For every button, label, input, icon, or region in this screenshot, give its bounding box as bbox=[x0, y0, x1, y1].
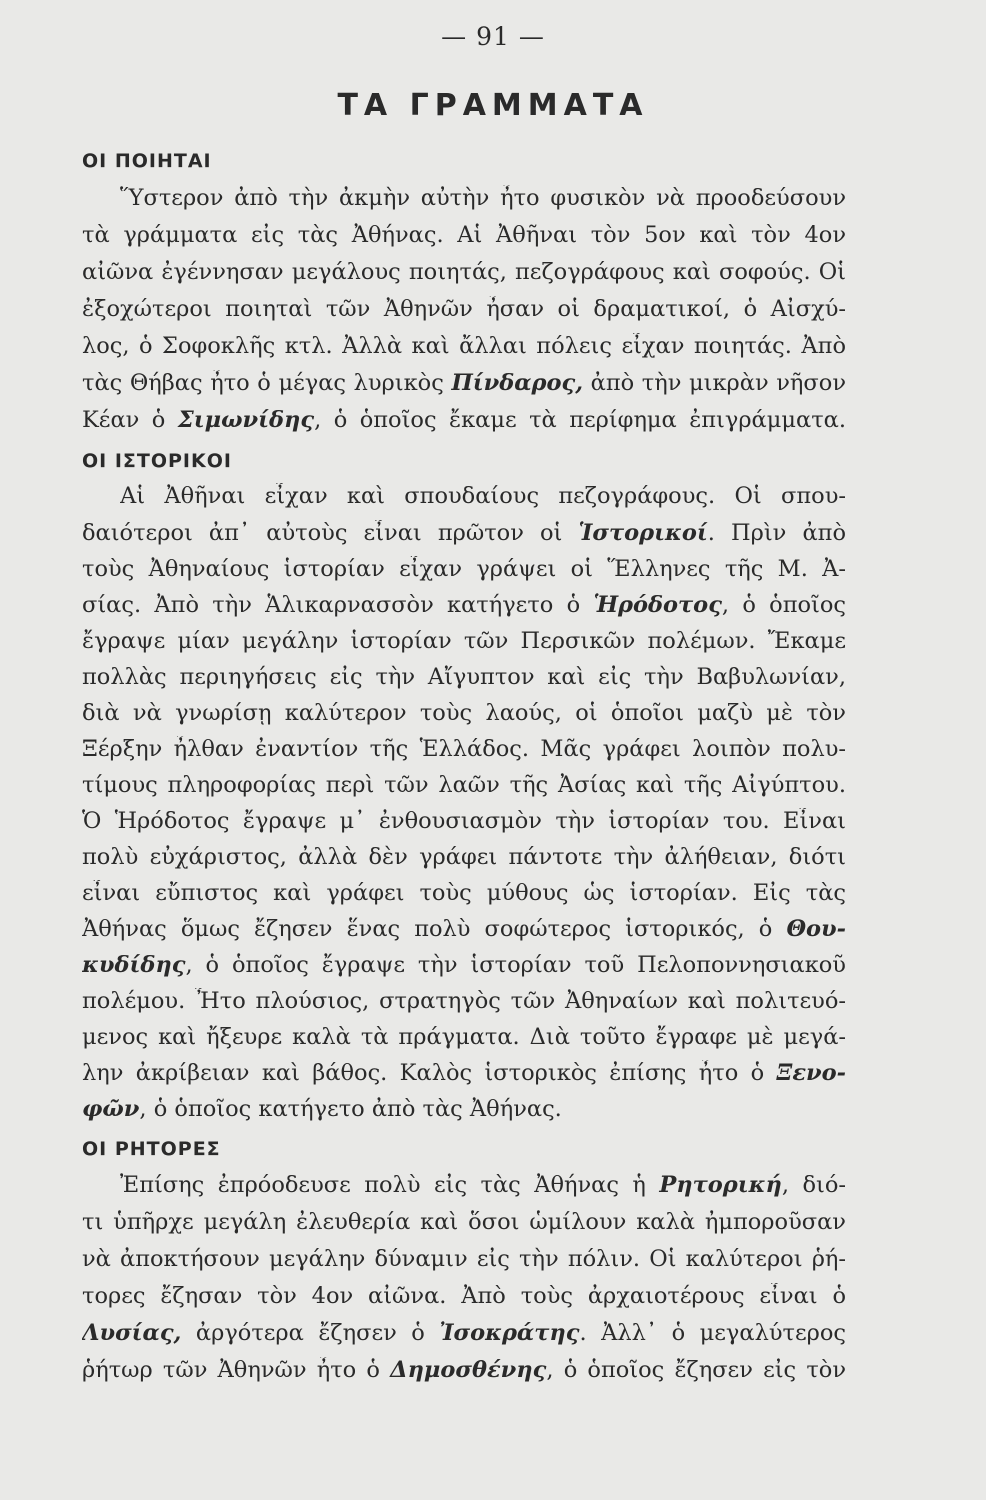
text-line: αἰῶνα ἐγέννησαν μεγάλους ποιητάς, πεζογράφους καὶ σοφούς. Οἱ bbox=[82, 259, 846, 285]
name-xenophon-part1: Ξενο- bbox=[776, 1060, 846, 1086]
name-isokrates: Ἰσοκράτης bbox=[439, 1320, 580, 1346]
section-heading-historians: ΟΙ ΙΣΤΟΡΙΚΟΙ bbox=[82, 450, 232, 472]
text-line: ῥήτωρ τῶν Ἀθηνῶν ἦτο ὁ Δημοσθένης, ὁ ὁποῖος ἔζησεν εἰς τὸν bbox=[82, 1357, 846, 1383]
name-pindaros: Πίνδαρος, bbox=[451, 370, 584, 396]
text-line: εἶναι εὔπιστος καὶ γράφει τοὺς μύθους ὡς ἱστορίαν. Εἰς τὰς bbox=[82, 880, 846, 906]
text-line: τίμους πληροφορίας περὶ τῶν λαῶν τῆς Ἀσίας καὶ τῆς Αἰγύπτου. bbox=[82, 772, 846, 798]
term-rhetoric: Ρητορική bbox=[659, 1172, 782, 1198]
section-heading-orators: ΟΙ ΡΗΤΟΡΕΣ bbox=[82, 1138, 221, 1160]
page-number: — 91 — bbox=[441, 22, 545, 51]
text-line: τὰς Θήβας ἦτο ὁ μέγας λυρικὸς Πίνδαρος, ἀπὸ τὴν μικρὰν νῆσον bbox=[82, 370, 846, 396]
name-lysias: Λυσίας, bbox=[82, 1320, 182, 1346]
text-line: νὰ ἀποκτήσουν μεγάλην δύναμιν εἰς τὴν πόλιν. Οἱ καλύτεροι ῥή- bbox=[82, 1246, 846, 1272]
text-line: λος, ὁ Σοφοκλῆς κτλ. Ἀλλὰ καὶ ἄλλαι πόλεις εἶχαν ποιητάς. Ἀπὸ bbox=[82, 333, 846, 359]
text-line: φῶν, ὁ ὁποῖος κατήγετο ἀπὸ τὰς Ἀθήνας. bbox=[82, 1096, 562, 1122]
text-line: σίας. Ἀπὸ τὴν Ἁλικαρνασσὸν κατήγετο ὁ Ἡρόδοτος, ὁ ὁποῖος bbox=[82, 592, 846, 618]
text-line: τὰ γράμματα εἰς τὰς Ἀθήνας. Αἱ Ἀθῆναι τὸν 5ον καὶ τὸν 4ον bbox=[82, 222, 846, 248]
name-thoukydides-part1: Θου- bbox=[786, 916, 846, 942]
term-historians: Ἱστορικοί bbox=[578, 520, 708, 546]
text-line: μενος καὶ ἤξευρε καλὰ τὰ πράγματα. Διὰ τοῦτο ἔγραφε μὲ μεγά- bbox=[82, 1024, 846, 1050]
text-line: ἔγραψε μίαν μεγάλην ἱστορίαν τῶν Περσικῶν πολέμων. Ἔκαμε bbox=[82, 628, 846, 654]
chapter-title: ΤΑ ΓΡΑΜΜΑΤΑ bbox=[337, 88, 649, 123]
text-line: πολέμου. Ἦτο πλούσιος, στρατηγὸς τῶν Ἀθηναίων καὶ πολιτευό- bbox=[82, 988, 846, 1014]
name-thoukydides-part2: κυδίδης bbox=[82, 952, 186, 978]
text-line: Αἱ Ἀθῆναι εἶχαν καὶ σπουδαίους πεζογράφους. Οἱ σπου- bbox=[120, 483, 846, 509]
text-line: ἐξοχώτεροι ποιηταὶ τῶν Ἀθηνῶν ἦσαν οἱ δραματικοί, ὁ Αἰσχύ- bbox=[82, 296, 846, 322]
name-xenophon-part2: φῶν bbox=[82, 1096, 140, 1122]
section-heading-poets: ΟΙ ΠΟΙΗΤΑΙ bbox=[82, 150, 212, 172]
text-line: Ὁ Ἡρόδοτος ἔγραψε μ᾽ ἐνθουσιασμὸν τὴν ἱστορίαν του. Εἶναι bbox=[82, 808, 846, 834]
text-line: τορες ἔζησαν τὸν 4ον αἰῶνα. Ἀπὸ τοὺς ἀρχαιοτέρους εἶναι ὁ bbox=[82, 1283, 846, 1309]
text-line: πολὺ εὐχάριστος, ἀλλὰ δὲν γράφει πάντοτε τὴν ἀλήθειαν, διότι bbox=[82, 844, 846, 870]
text-line: Λυσίας, ἀργότερα ἔζησεν ὁ Ἰσοκράτης. Ἀλλ᾽ ὁ μεγαλύτερος bbox=[82, 1320, 846, 1346]
text-line: Ἀθήνας ὅμως ἔζησεν ἕνας πολὺ σοφώτερος ἱστορικός, ὁ Θου- bbox=[82, 916, 846, 942]
name-herodotos: Ἡρόδοτος bbox=[593, 592, 722, 618]
text-line: δαιότεροι ἀπ᾽ αὐτοὺς εἶναι πρῶτον οἱ Ἱστορικοί. Πρὶν ἀπὸ bbox=[82, 520, 846, 546]
text-line: Κέαν ὁ Σιμωνίδης, ὁ ὁποῖος ἔκαμε τὰ περίφημα ἐπιγράμματα. bbox=[82, 407, 846, 433]
name-simonides: Σιμωνίδης bbox=[177, 407, 315, 433]
name-demosthenes: Δημοσθένης bbox=[390, 1357, 547, 1383]
text-line: λην ἀκρίβειαν καὶ βάθος. Καλὸς ἱστορικὸς ἐπίσης ἦτο ὁ Ξενο- bbox=[82, 1060, 846, 1086]
text-line: Ξέρξην ἦλθαν ἐναντίον τῆς Ἑλλάδος. Μᾶς γράφει λοιπὸν πολυ- bbox=[82, 736, 846, 762]
text-line: τοὺς Ἀθηναίους ἱστορίαν εἶχαν γράψει οἱ Ἕλληνες τῆς Μ. Ἀ- bbox=[82, 556, 846, 582]
text-line: κυδίδης, ὁ ὁποῖος ἔγραψε τὴν ἱστορίαν τοῦ Πελοποννησιακοῦ bbox=[82, 952, 846, 978]
text-line: τι ὑπῆρχε μεγάλη ἐλευθερία καὶ ὅσοι ὡμίλουν καλὰ ἠμποροῦσαν bbox=[82, 1209, 846, 1235]
text-line: Ἐπίσης ἐπρόοδευσε πολὺ εἰς τὰς Ἀθήνας ἡ Ρητορική, διό- bbox=[120, 1172, 846, 1198]
text-line: διὰ νὰ γνωρίσῃ καλύτερον τοὺς λαούς, οἱ ὁποῖοι μαζὺ μὲ τὸν bbox=[82, 700, 846, 726]
text-line: πολλὰς περιηγήσεις εἰς τὴν Αἴγυπτον καὶ εἰς τὴν Βαβυλωνίαν, bbox=[82, 664, 846, 690]
text-line: Ὕστερον ἀπὸ τὴν ἀκμὴν αὐτὴν ἦτο φυσικὸν νὰ προοδεύσουν bbox=[120, 185, 846, 211]
